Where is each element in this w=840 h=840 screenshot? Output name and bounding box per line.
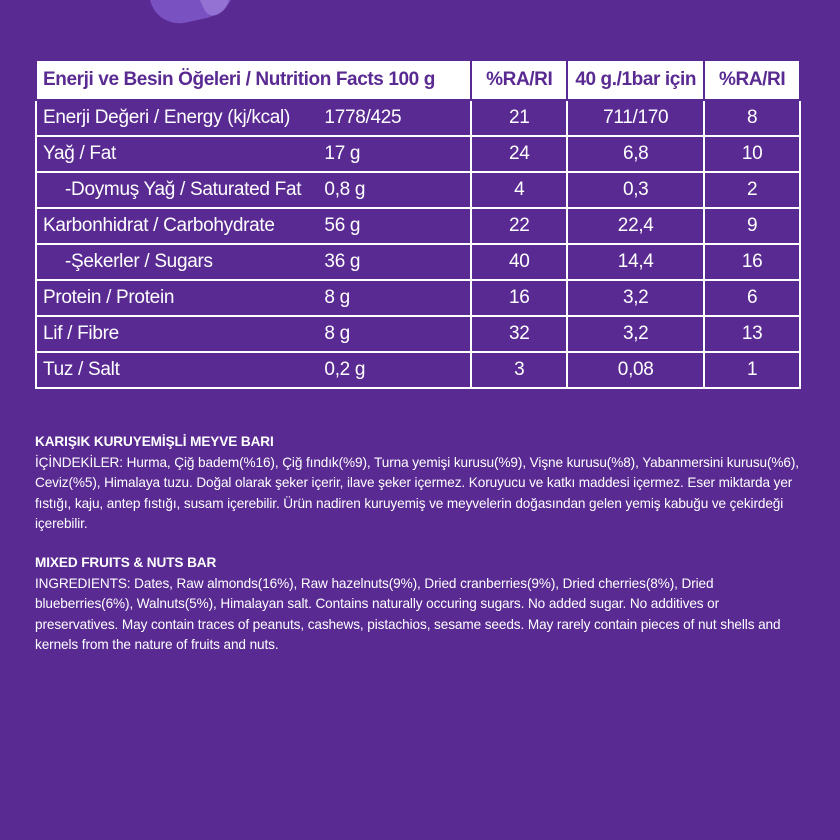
turkish-product-title: KARIŞIK KURUYEMİŞLİ MEYVE BARI <box>35 434 274 449</box>
ri-bar-value: 10 <box>704 136 800 172</box>
table-row <box>36 316 800 352</box>
per-bar-value: 22,4 <box>567 208 704 244</box>
nutrient-label: -Şekerler / Sugars <box>65 251 213 272</box>
ri-bar-value: 1 <box>704 352 800 388</box>
ri-100g-value: 22 <box>471 208 567 244</box>
nutrient-label: -Doymuş Yağ / Saturated Fat <box>65 179 302 200</box>
ri-100g-value: 24 <box>471 136 567 172</box>
turkish-ingredients <box>35 432 805 535</box>
header-per-bar: 40 g./1bar için <box>567 60 704 100</box>
nutrient-cell <box>36 352 471 388</box>
english-ingredients <box>35 553 805 656</box>
nutrient-amount-100g: 1778/425 <box>324 107 402 128</box>
table-header-row <box>36 60 800 100</box>
english-product-title: MIXED FRUITS & NUTS BAR <box>35 555 217 570</box>
nutrient-label: Protein / Protein <box>43 287 175 308</box>
ri-100g-value: 3 <box>471 352 567 388</box>
ri-100g-value: 4 <box>471 172 567 208</box>
nutrient-cell <box>36 280 471 316</box>
ri-100g-value: 21 <box>471 100 567 136</box>
nutrient-cell <box>36 172 471 208</box>
nutrient-amount-100g: 8 g <box>324 323 350 344</box>
header-ri-bar: %RA/RI <box>704 60 800 100</box>
nutrient-cell <box>36 100 471 136</box>
table-row <box>36 352 800 388</box>
table-row <box>36 136 800 172</box>
nutrient-label: Karbonhidrat / Carbohydrate <box>43 215 275 236</box>
per-bar-value: 6,8 <box>567 136 704 172</box>
ri-bar-value: 9 <box>704 208 800 244</box>
nutrient-cell <box>36 316 471 352</box>
ri-bar-value: 6 <box>704 280 800 316</box>
package-wrapper-edge <box>146 0 244 29</box>
table-row <box>36 280 800 316</box>
nutrient-label: Tuz / Salt <box>43 359 120 380</box>
nutrient-cell <box>36 208 471 244</box>
nutrient-label: Lif / Fibre <box>43 323 119 344</box>
nutrient-amount-100g: 0,2 g <box>324 359 366 380</box>
turkish-ingredients-text: İÇİNDEKİLER: Hurma, Çiğ badem(%16), Çiğ fındık(%9), Turna yemişi kurusu(%9), Vişne kurusu(%8), Yabanmersini kurusu(%6), Ceviz(%5), Himalaya tuzu. Doğal olarak şeker içerir, ilave şeker içermez. Koruyucu ve katkı maddesi içermez. Eser miktarda yer fıstığı, kaju, antep fıstığı, susam içerebilir. Ürün nadiren kuruyemiş ve meyvelerin doğasından gelen yemiş kabuğu ve çekirdeği içerebilir. <box>35 454 799 531</box>
nutrient-label: Enerji Değeri / Energy (kj/kcal) <box>43 107 290 128</box>
per-bar-value: 3,2 <box>567 316 704 352</box>
nutrient-amount-100g: 8 g <box>324 287 350 308</box>
nutrient-cell <box>36 136 471 172</box>
per-bar-value: 0,08 <box>567 352 704 388</box>
ri-100g-value: 16 <box>471 280 567 316</box>
header-nutrition-facts: Enerji ve Besin Öğeleri / Nutrition Facts 100 g <box>36 60 471 100</box>
table-row <box>36 100 800 136</box>
table-row <box>36 244 800 280</box>
ri-bar-value: 13 <box>704 316 800 352</box>
header-ri-100g: %RA/RI <box>471 60 567 100</box>
ri-100g-value: 40 <box>471 244 567 280</box>
ri-bar-value: 8 <box>704 100 800 136</box>
table-row <box>36 208 800 244</box>
table-row <box>36 172 800 208</box>
english-ingredients-text: INGREDIENTS: Dates, Raw almonds(16%), Raw hazelnuts(9%), Dried cranberries(9%), Dried cherries(8%), Dried blueberries(6%), Walnuts(5%), Himalayan salt. Contains naturally occuring sugars. No added sugar. No additives or preservatives. May contain traces of peanuts, cashews, pistachios, sesame seeds. May rarely contain pieces of nut shells and kernels from the nature of fruits and nuts. <box>35 575 781 652</box>
nutrient-amount-100g: 0,8 g <box>324 179 366 200</box>
per-bar-value: 3,2 <box>567 280 704 316</box>
per-bar-value: 711/170 <box>567 100 704 136</box>
ri-100g-value: 32 <box>471 316 567 352</box>
nutrition-table <box>35 59 801 389</box>
nutrient-label: Yağ / Fat <box>43 143 116 164</box>
nutrient-cell <box>36 244 471 280</box>
nutrient-amount-100g: 36 g <box>324 251 361 272</box>
per-bar-value: 14,4 <box>567 244 704 280</box>
ri-bar-value: 16 <box>704 244 800 280</box>
nutrient-amount-100g: 56 g <box>324 215 361 236</box>
nutrient-amount-100g: 17 g <box>324 143 361 164</box>
ri-bar-value: 2 <box>704 172 800 208</box>
per-bar-value: 0,3 <box>567 172 704 208</box>
